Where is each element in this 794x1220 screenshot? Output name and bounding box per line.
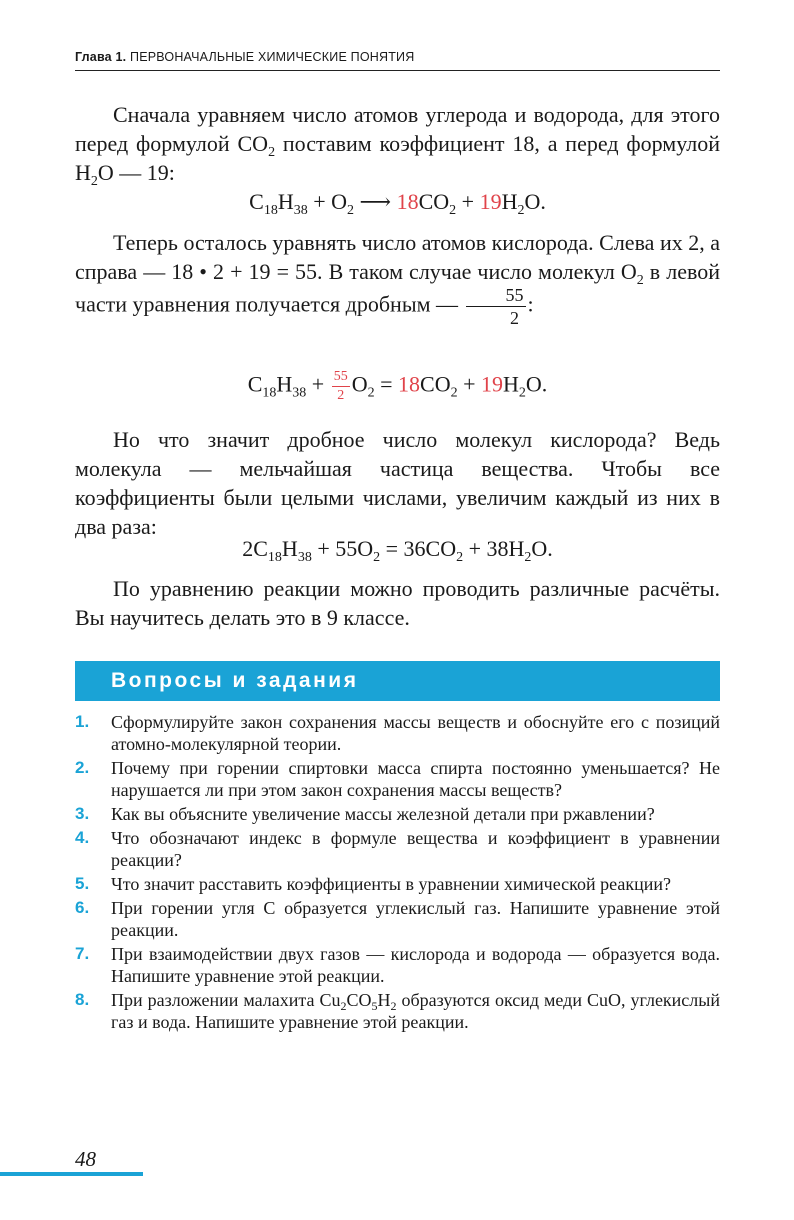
fraction-coefficient: $\frac{55}{2}$: [333, 369, 348, 403]
equation-2: $C_{18}H_{38}$ + $\frac{55}{2}$ $O_2 = 18CO_2 + 19H_2O$.: [247, 369, 548, 403]
paragraph-1: Сначала уравняем число атомов углерода и водорода, для этого перед формулой $CO_2$ поставим коэффициент 18, а перед формулой $H_2O$ — 19:: [75, 102, 720, 189]
question-item: 1. Сформулируйте закон сохранения массы веществ и обоснуйте его с позиций атомно-молекулярной теории.: [75, 712, 720, 755]
running-header: [75, 50, 720, 71]
question-item: 8. При разложении малахита $Cu_2CO_5H_2$ образуются оксид меди CuO, углекислый газ и вода. Напишите уравнение этой реакции.: [75, 990, 721, 1033]
page-number: 48: [75, 1147, 96, 1171]
page-number-underline: [0, 1172, 143, 1176]
question-item: 3. Как вы объясните увеличение массы железной детали при ржавлении?: [75, 804, 655, 825]
question-item: 6. При горении угля C образуется углекислый газ. Напишите уравнение этой реакции.: [75, 897, 720, 941]
paragraph-4: По уравнению реакции можно проводить различные расчёты. Вы научитесь делать это в 9 классе.: [75, 576, 720, 630]
chapter-title: ПЕРВОНАЧАЛЬНЫЕ ХИМИЧЕСКИЕ ПОНЯТИЯ: [130, 50, 415, 64]
fraction-55-2: $\frac{55}{2}$: [466, 286, 526, 327]
coefficient-19: 19: [479, 189, 502, 214]
chapter-label: Глава 1.: [75, 50, 127, 64]
question-item: 7. При взаимодействии двух газов — кислорода и водорода — образуется вода. Напишите уравнение этой реакции.: [75, 943, 720, 987]
paragraph-3: Но что значит дробное число молекул кислорода? Ведь молекула — мельчайшая частица вещества. Чтобы все коэффициенты были целыми числами, увеличим каждый из них в два раза:: [75, 427, 720, 539]
paragraph-2: Теперь осталось уравнять число атомов кислорода. Слева их 2, а справа — 18 • 2 + 19 = 55. В таком случае число молекул $O_2$ в левой части уравнения получается дробным — $\frac{55}{2}$ :: [75, 230, 720, 328]
question-item: 2. Почему при горении спиртовки масса спирта постоянно уменьшается? Не нарушается ли при этом закон сохранения массы веществ?: [75, 758, 720, 801]
section-title-bar: [75, 661, 720, 701]
question-item: 4. Что обозначают индекс в формуле вещества и коэффициент в уравнении реакции?: [75, 827, 720, 871]
equation-1: $C_{18}H_{38} + O_2$ ⟶ $18CO_2 + 19H_2O$.: [249, 189, 546, 218]
questions-list: [75, 711, 720, 1035]
question-item: 5. Что значит расставить коэффициенты в уравнении химической реакции?: [75, 874, 671, 895]
equation-3: $2C_{18}H_{38} + 55O_2 = 36CO_2 + 38H_2O$.: [242, 536, 553, 565]
coefficient-18: 18: [396, 189, 419, 214]
section-title: Вопросы и задания: [111, 669, 359, 692]
